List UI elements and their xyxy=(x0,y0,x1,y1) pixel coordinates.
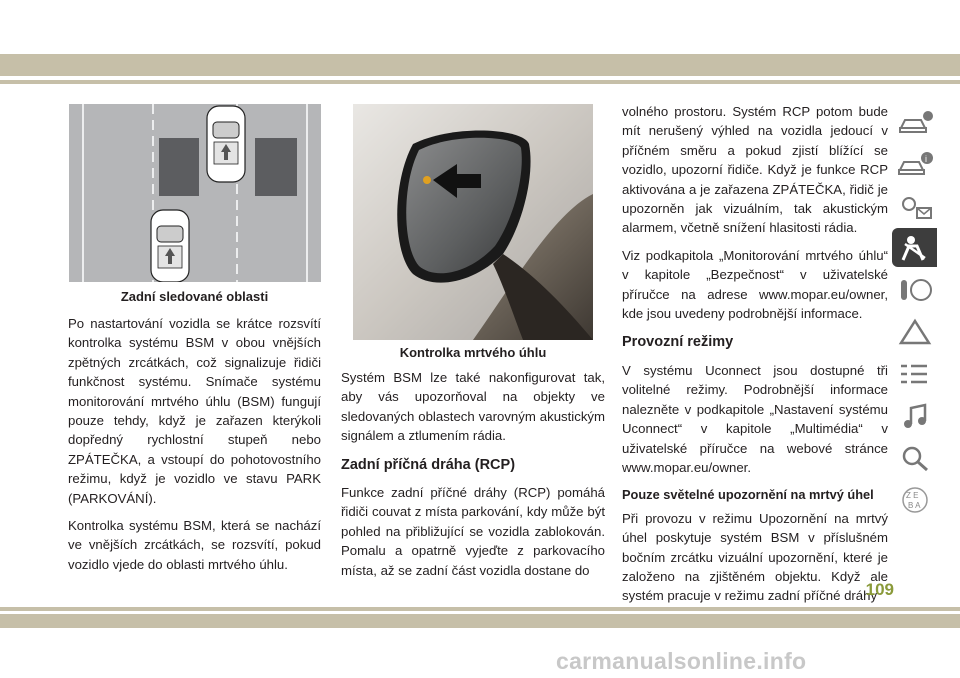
paragraph: Funkce zadní příčné dráhy (RCP) pomáhá řidiči couvat z místa parkování, kdy může být pohled na přibližující se vozidla zablokován. Pomalu a opatrně vyjeďte z parkovacího místa, až se zadní část vozidla dostane do xyxy=(341,485,605,578)
paragraph: V systému Uconnect jsou dostupné tři volitelné režimy. Podrobnější informace nalezněte v podkapitole „Nastavení systému Uconnect“ v kapitole „Multimédia“ v uživatelské příručce na webové stránce www.mopar.eu/owner. xyxy=(622,362,888,475)
watermark: carmanualsonline.info xyxy=(556,648,807,674)
monitored-zones-figure xyxy=(69,104,321,282)
figure-caption-blind-spot: Kontrolka mrtvého úhlu xyxy=(399,345,547,360)
tab-specifications[interactable] xyxy=(892,438,937,477)
text-column-1 xyxy=(68,314,321,582)
alphabet-index-icon xyxy=(897,486,933,514)
blind-spot-mirror-photo xyxy=(353,104,593,340)
paragraph: Viz podkapitola „Monitorování mrtvého úhlu“ v kapitole „Bezpečnost“ v uživatelské příručce na adrese www.mopar.eu/owner, kde jsou uvedeny podrobnější informace. xyxy=(622,247,888,322)
subsection-heading-light-only: Pouze světelné upozornění na mrtvý úhel xyxy=(622,487,874,503)
paragraph: Kontrolka systému BSM, která se nachází ve vnějších zrcátkách, se rozsvítí, pokud vozidlo vjede do oblasti mrtvého úhlu. xyxy=(68,518,321,572)
tab-safety[interactable] xyxy=(892,228,937,267)
tab-lights-messages[interactable] xyxy=(892,186,937,225)
tab-emergency[interactable] xyxy=(892,312,937,351)
warning-triangle-icon xyxy=(897,318,933,346)
checklist-icon xyxy=(897,360,933,388)
text-column-2 xyxy=(341,368,605,588)
safety-person-icon xyxy=(897,234,933,262)
svg-text:i: i xyxy=(924,153,927,164)
paragraph: volného prostoru. Systém RCP potom bude mít nerušený výhled na vozidla jedoucí v příčném směru a pokud zjistí blížící se vozidlo, upozorní řidiče. Když je funkce RCP aktivována a je zařazena ZPÁTEČKA, řidič je upozorněn jak vizuálním, tak akustickým alarmem, včetně snížení hlasitosti rádia. xyxy=(622,104,888,236)
header-stripe-thin xyxy=(0,80,960,84)
music-icon xyxy=(897,402,933,430)
tab-car-info[interactable] xyxy=(892,102,937,141)
paragraph: Při provozu v režimu Upozornění na mrtvý úhel poskytuje systém BSM v příslušném bočním zrcátku vizuální upozornění, které je založeno na zjištěném objektu. Když ale systém pracuje v režimu zadní příčné dráhy xyxy=(622,510,888,604)
section-heading-modes: Provozní režimy xyxy=(622,334,734,351)
tab-maintenance[interactable] xyxy=(892,354,937,393)
tab-index[interactable] xyxy=(892,480,937,519)
starting-key-icon xyxy=(897,276,933,304)
tab-car-warning[interactable] xyxy=(892,144,937,183)
tab-starting[interactable] xyxy=(892,270,937,309)
paragraph: Po nastartování vozidla se krátce rozsvítí kontrolka systému BSM v obou vnějších zpětných zrcátkách, což signalizuje řidiči funkčnost systému. Snímače systému monitorování mrtvého úhlu (BSM) fungují pouze tehdy, když je zařazen kterýkoli dopředný rychlostní stupeň nebo ZPÁTEČKA, a vstoupí do pohotovostního režimu, když je vozidlo ve stavu PARK (PARKOVÁNÍ). xyxy=(68,316,321,506)
text-column-3 xyxy=(622,102,888,614)
section-heading-rcp: Zadní příčná dráha (RCP) xyxy=(341,456,516,473)
svg-text:Z E: Z E xyxy=(905,490,918,500)
figure-caption-monitored-zones: Zadní sledované oblasti xyxy=(120,289,269,304)
footer-stripe-thin xyxy=(0,607,960,611)
tab-multimedia[interactable] xyxy=(892,396,937,435)
header-stripe xyxy=(0,54,960,76)
footer-stripe xyxy=(0,614,960,628)
page-number: 109 xyxy=(865,580,894,599)
search-icon xyxy=(897,444,933,472)
car-info-icon xyxy=(897,108,933,136)
car-warning-icon xyxy=(897,150,933,178)
light-mail-icon xyxy=(897,192,933,220)
chapter-tabs xyxy=(892,102,937,522)
svg-text:B A: B A xyxy=(907,500,920,510)
header-band xyxy=(0,0,960,54)
paragraph: Systém BSM lze také nakonfigurovat tak, aby vás upozorňoval na objekty ve sledovaných oblastech varovným akustickým signálem a ztlumením rádia. xyxy=(341,370,605,444)
